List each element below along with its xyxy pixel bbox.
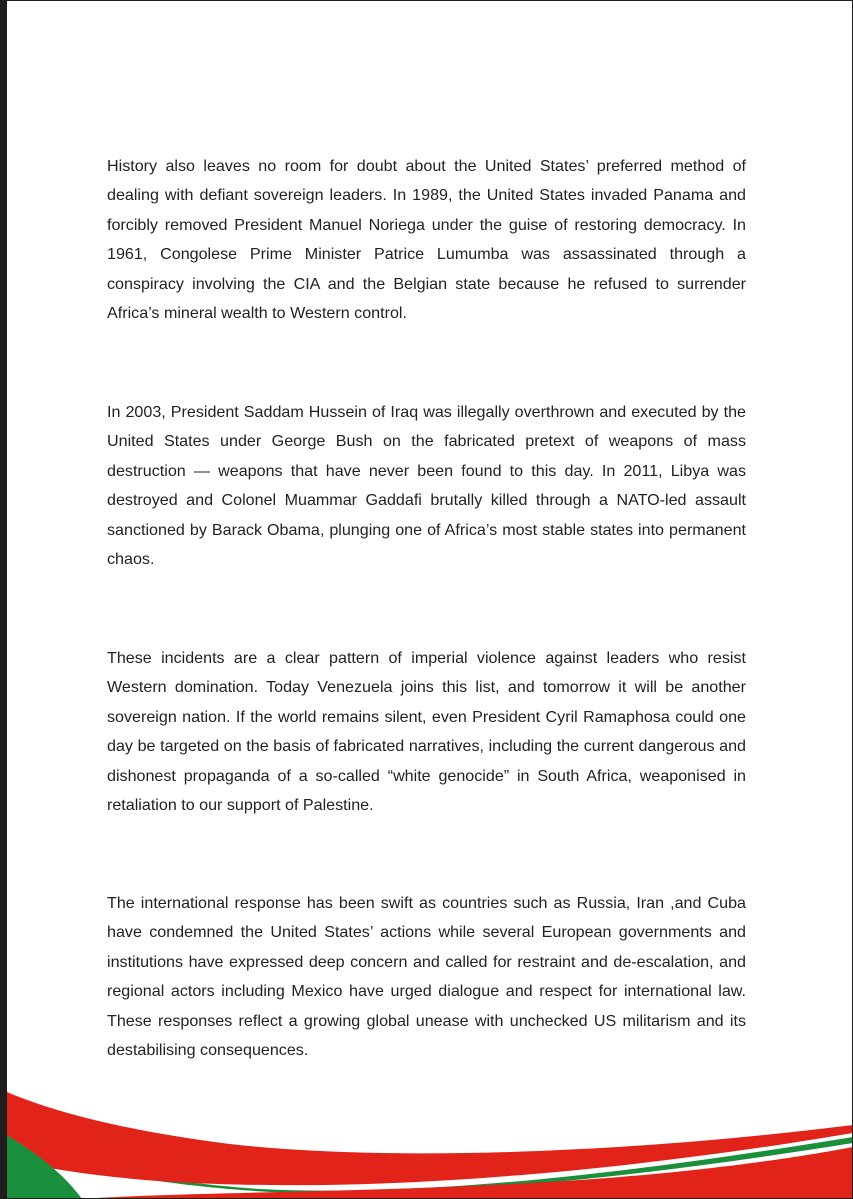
paragraph-iraq-libya: In 2003, President Saddam Hussein of Iraq was illegally overthrown and executed by the United States under George Bush on the fabricated pretext of weapons of mass destruction — weapons that have never been found to this day. In 2011, Libya was destroyed and Colonel Muammar Gaddafi brutally killed through a NATO-led assault sanctioned by Barack Obama, plunging one of Africa’s most stable states into permanent chaos. <box>107 403 746 569</box>
footer-decoration <box>0 1089 853 1199</box>
paragraph-history: History also leaves no room for doubt about the United States’ preferred method of dealing with defiant sovereign leaders. In 1989, the United States invaded Panama and forcibly removed President Manuel Noriega under the guise of restoring democracy. In 1961, Congolese Prime Minister Patrice Lumumba was assassinated through a conspiracy involving the CIA and the Belgian state because he refused to surrender Africa’s mineral wealth to Western control. <box>107 157 746 323</box>
paragraph-imperial-violence: These incidents are a clear pattern of imperial violence against leaders who resist Western domination. Today Venezuela joins this list, and tomorrow it will be another sovereign nation. If the world remains silent, even President Cyril Ramaphosa could one day be targeted on the basis of fabricated narratives, including the current dangerous and dishonest propaganda of a so-called “white genocide” in South Africa, weaponised in retaliation to our support of Palestine. <box>107 649 746 815</box>
paragraph-international-response: The international response has been swift as countries such as Russia, Iran ,and Cuba have condemned the United States’ actions while several European governments and institutions have expressed deep concern and called for restraint and de-escalation, and regional actors including Mexico have urged dialogue and respect for international law. These responses reflect a growing global unease with unchecked US militarism and its destabilising consequences. <box>107 894 746 1060</box>
